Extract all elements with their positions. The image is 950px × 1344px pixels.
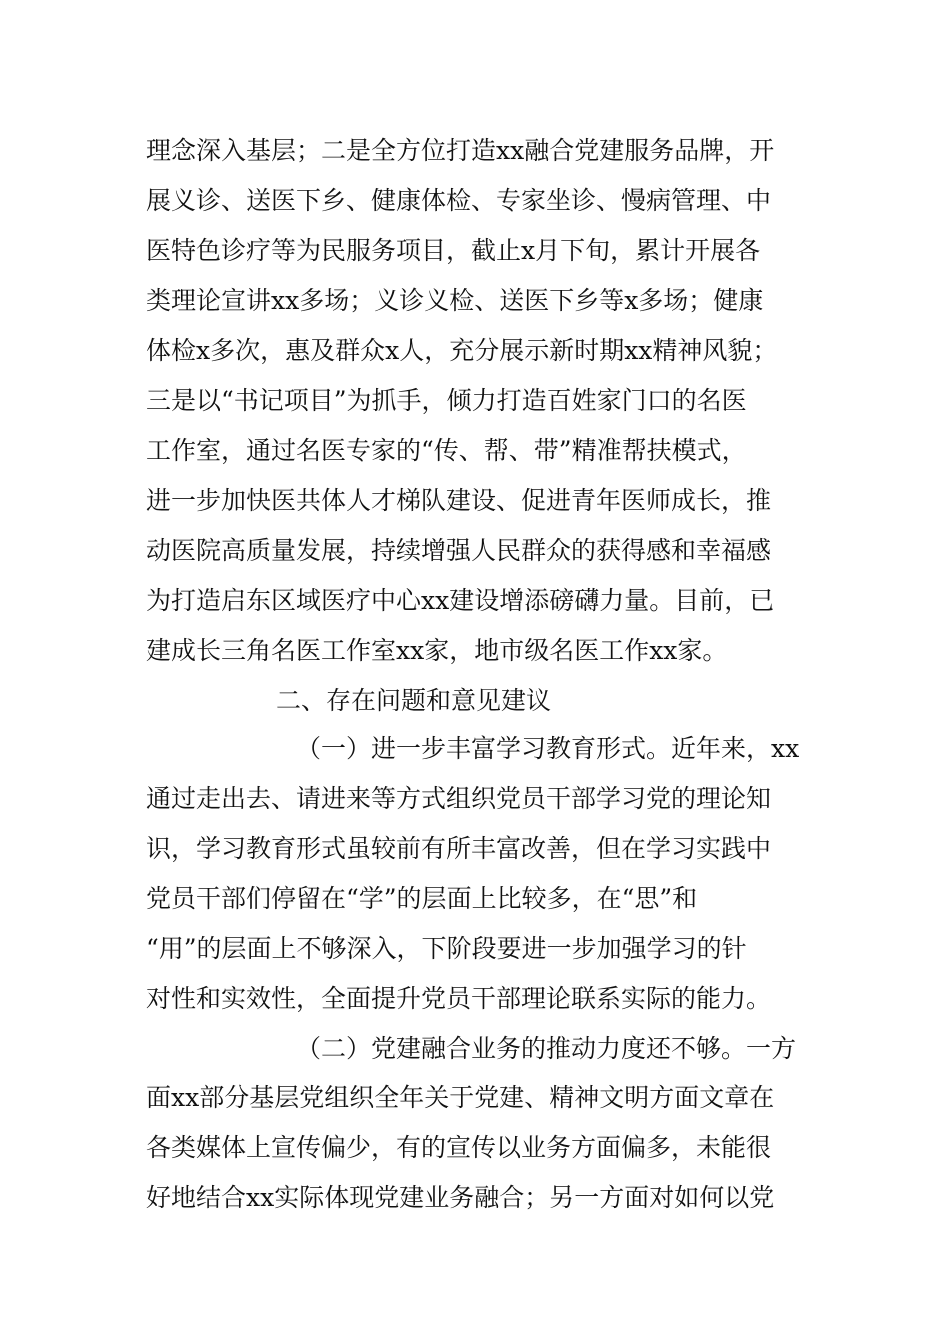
body-text-line: 对性和实效性，全面提升党员干部理论联系实际的能力。 <box>146 984 772 1013</box>
section-heading: 二、存在问题和意见建议 <box>276 686 552 715</box>
body-text-line: 动医院高质量发展，持续增强人民群众的获得感和幸福感 <box>146 536 772 565</box>
body-text-line: 党员干部们停留在“学”的层面上比较多，在“思”和 <box>146 884 698 913</box>
body-text-line: 为打造启东区域医疗中心xx建设增添磅礴力量。目前，已 <box>146 586 775 615</box>
body-text-line: 三是以“书记项目”为抓手，倾力打造百姓家门口的名医 <box>146 386 747 415</box>
body-text-line: 理念深入基层；二是全方位打造xx融合党建服务品牌，开 <box>146 136 775 165</box>
body-text-line: 面xx部分基层党组织全年关于党建、精神文明方面文章在 <box>146 1083 775 1112</box>
body-text-line: 医特色诊疗等为民服务项目，截止x月下旬，累计开展各 <box>146 236 761 265</box>
subsection-heading: （一）进一步丰富学习教育形式。近年来，xx <box>296 734 800 763</box>
body-text-line: 进一步加快医共体人才梯队建设、促进青年医师成长，推 <box>146 486 772 515</box>
body-text-line: 类理论宣讲xx多场；义诊义检、送医下乡等x多场；健康 <box>146 286 764 315</box>
body-text-line: 工作室，通过名医专家的“传、帮、带”精准帮扶模式， <box>146 436 747 465</box>
body-text-line: 识，学习教育形式虽较前有所丰富改善，但在学习实践中 <box>146 834 772 863</box>
body-text-line: 各类媒体上宣传偏少，有的宣传以业务方面偏多，未能很 <box>146 1133 772 1162</box>
body-text-line: 体检x多次，惠及群众x人，充分展示新时期xx精神风貌； <box>146 336 778 365</box>
body-text-line: 建成长三角名医工作室xx家，地市级名医工作xx家。 <box>146 636 728 665</box>
body-text-line: 展义诊、送医下乡、健康体检、专家坐诊、慢病管理、中 <box>146 186 772 215</box>
body-text-line: 好地结合xx实际体现党建业务融合；另一方面对如何以党 <box>146 1183 775 1212</box>
body-text-line: “用”的层面上不够深入，下阶段要进一步加强学习的针 <box>146 934 747 963</box>
body-text-line: 通过走出去、请进来等方式组织党员干部学习党的理论知 <box>146 784 772 813</box>
subsection-heading: （二）党建融合业务的推动力度还不够。一方 <box>296 1034 797 1063</box>
